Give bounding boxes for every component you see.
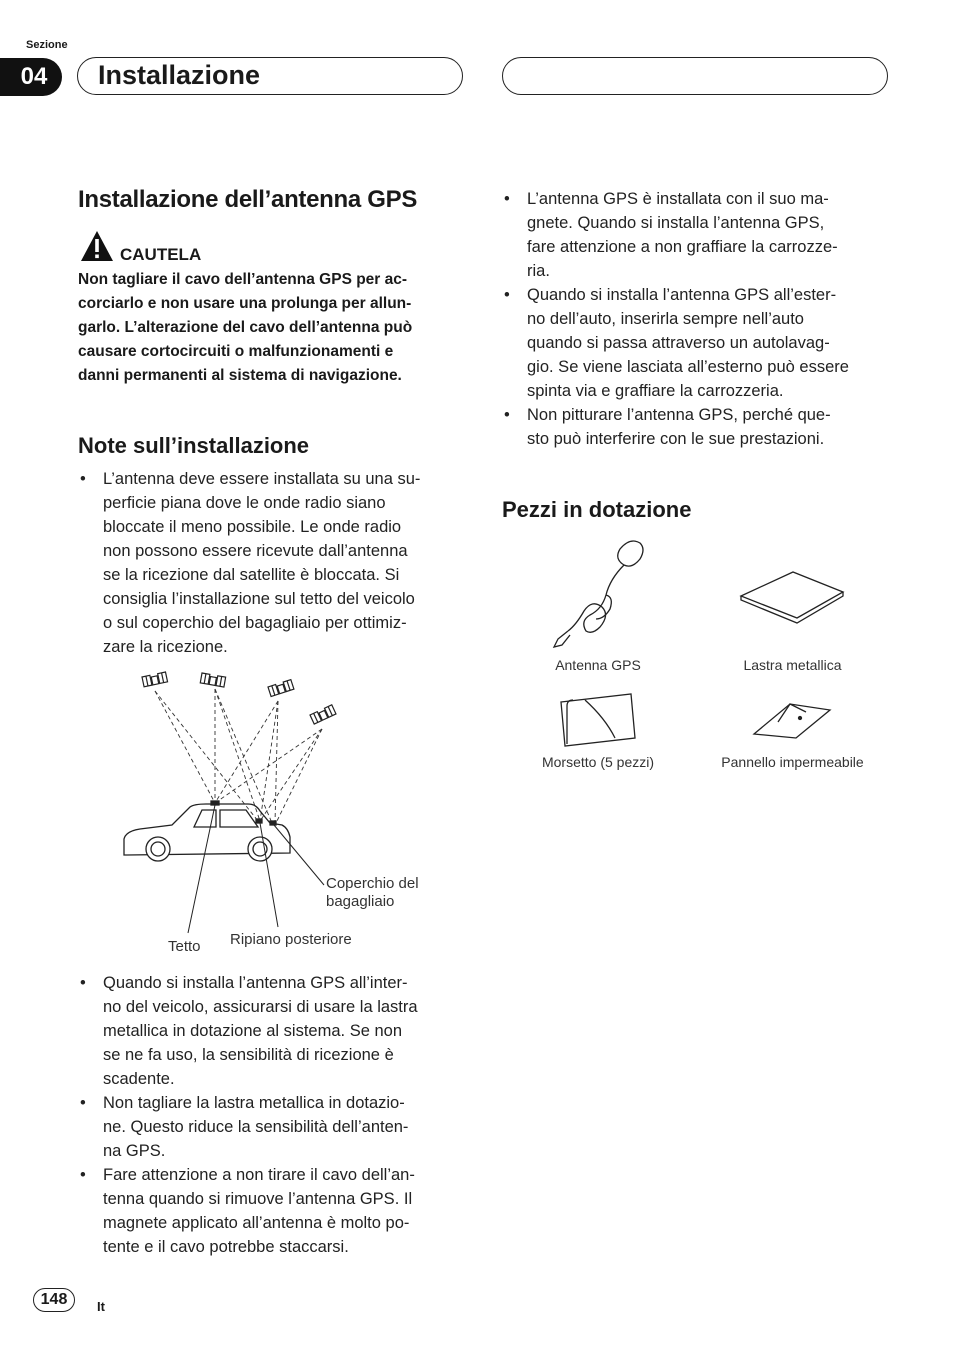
warning-icon (80, 230, 114, 262)
label-roof: Tetto (168, 938, 201, 955)
metal-plate-icon (735, 568, 850, 638)
page-title: Installazione dell’antenna GPS (78, 186, 418, 213)
list-item: • L’antenna GPS è installata con il suo ma- gnete. Quando si installa l’antenna GPS, fare attenzione a non graffiare la carrozze- ria. (502, 187, 897, 283)
caution-text (78, 268, 464, 388)
signal-lines (155, 689, 322, 823)
part-label-waterproof-pad: Pannello impermeabile (721, 754, 864, 770)
label-rear-shelf: Ripiano posteriore (230, 931, 352, 948)
language-code: It (97, 1299, 105, 1314)
label-trunk-lid: Coperchio del bagagliaio (326, 875, 419, 910)
section-number-badge: 04 (0, 58, 62, 96)
part-label-metal-plate: Lastra metallica (743, 657, 842, 673)
list-item: • Non pitturare l’antenna GPS, perché que- sto può interferire con le sue prestazioni. (502, 403, 897, 451)
list-item: • Quando si installa l’antenna GPS all’inter- no del veicolo, assicurarsi di usare la lastra metallica in dotazione al sistema. Se non se ne fa uso, la sensibilità di ricezione è scadente. (78, 971, 468, 1091)
list-item: • Non tagliare la lastra metallica in dotazio- ne. Questo riduce la sensibilità dell’anten- na GPS. (78, 1091, 468, 1163)
section-label: Sezione (26, 39, 68, 51)
waterproof-pad-icon (748, 696, 836, 742)
satellite-icon (142, 672, 168, 687)
car-satellite-illustration (110, 665, 470, 965)
satellite-icon (268, 680, 294, 697)
page-number: 148 (33, 1288, 75, 1312)
satellite-icon (200, 673, 225, 687)
clamp-icon (555, 688, 640, 750)
notes-list-bottom (78, 971, 468, 1259)
list-item: • Quando si installa l’antenna GPS all’ester- no dell’auto, inserirla sempre nell’auto quando si passa attraverso un autolavag- gio. Se viene lasciata all’esterno può essere spinta via e graffiare la carrozzeria. (502, 283, 897, 403)
caution-line: corciarlo e non usare una prolunga per allun- (78, 295, 412, 312)
section-title: Installazione (98, 60, 261, 90)
part-label-antenna: Antenna GPS (555, 657, 641, 673)
caution-label: CAUTELA (120, 245, 202, 264)
notes-list-top (78, 467, 468, 659)
gps-antenna-icon (540, 535, 660, 653)
right-notes-list (502, 187, 897, 451)
caution-line: garlo. L’alterazione del cavo dell’antenna può (78, 319, 413, 336)
caution-line: causare cortocircuiti o malfunzionamenti e (78, 343, 394, 360)
caution-line: Non tagliare il cavo dell’antenna GPS per ac- (78, 271, 408, 288)
list-item: • L’antenna deve essere installata su una su- perficie piana dove le onde radio siano bloccate il meno possibile. Le onde radio non possono essere ricevute dall’antenna se la ricezione dal satellite è bloccata. Si consiglia l’installazione sul tetto del veicolo o sul coperchio del bagagliaio per ottimiz- zare la ricezione. (78, 467, 468, 659)
header-right-frame (502, 57, 888, 95)
parts-heading: Pezzi in dotazione (502, 497, 692, 522)
list-item: • Fare attenzione a non tirare il cavo dell’an- tenna quando si rimuove l’antenna GPS. Il magnete applicato all’antenna è molto po- tente e il cavo potrebbe staccarsi. (78, 1163, 468, 1259)
part-label-clamp: Morsetto (5 pezzi) (541, 754, 655, 770)
notes-heading: Note sull’installazione (78, 433, 310, 458)
satellite-icon (310, 705, 336, 724)
caution-line: danni permanenti al sistema di navigazione. (78, 367, 402, 384)
